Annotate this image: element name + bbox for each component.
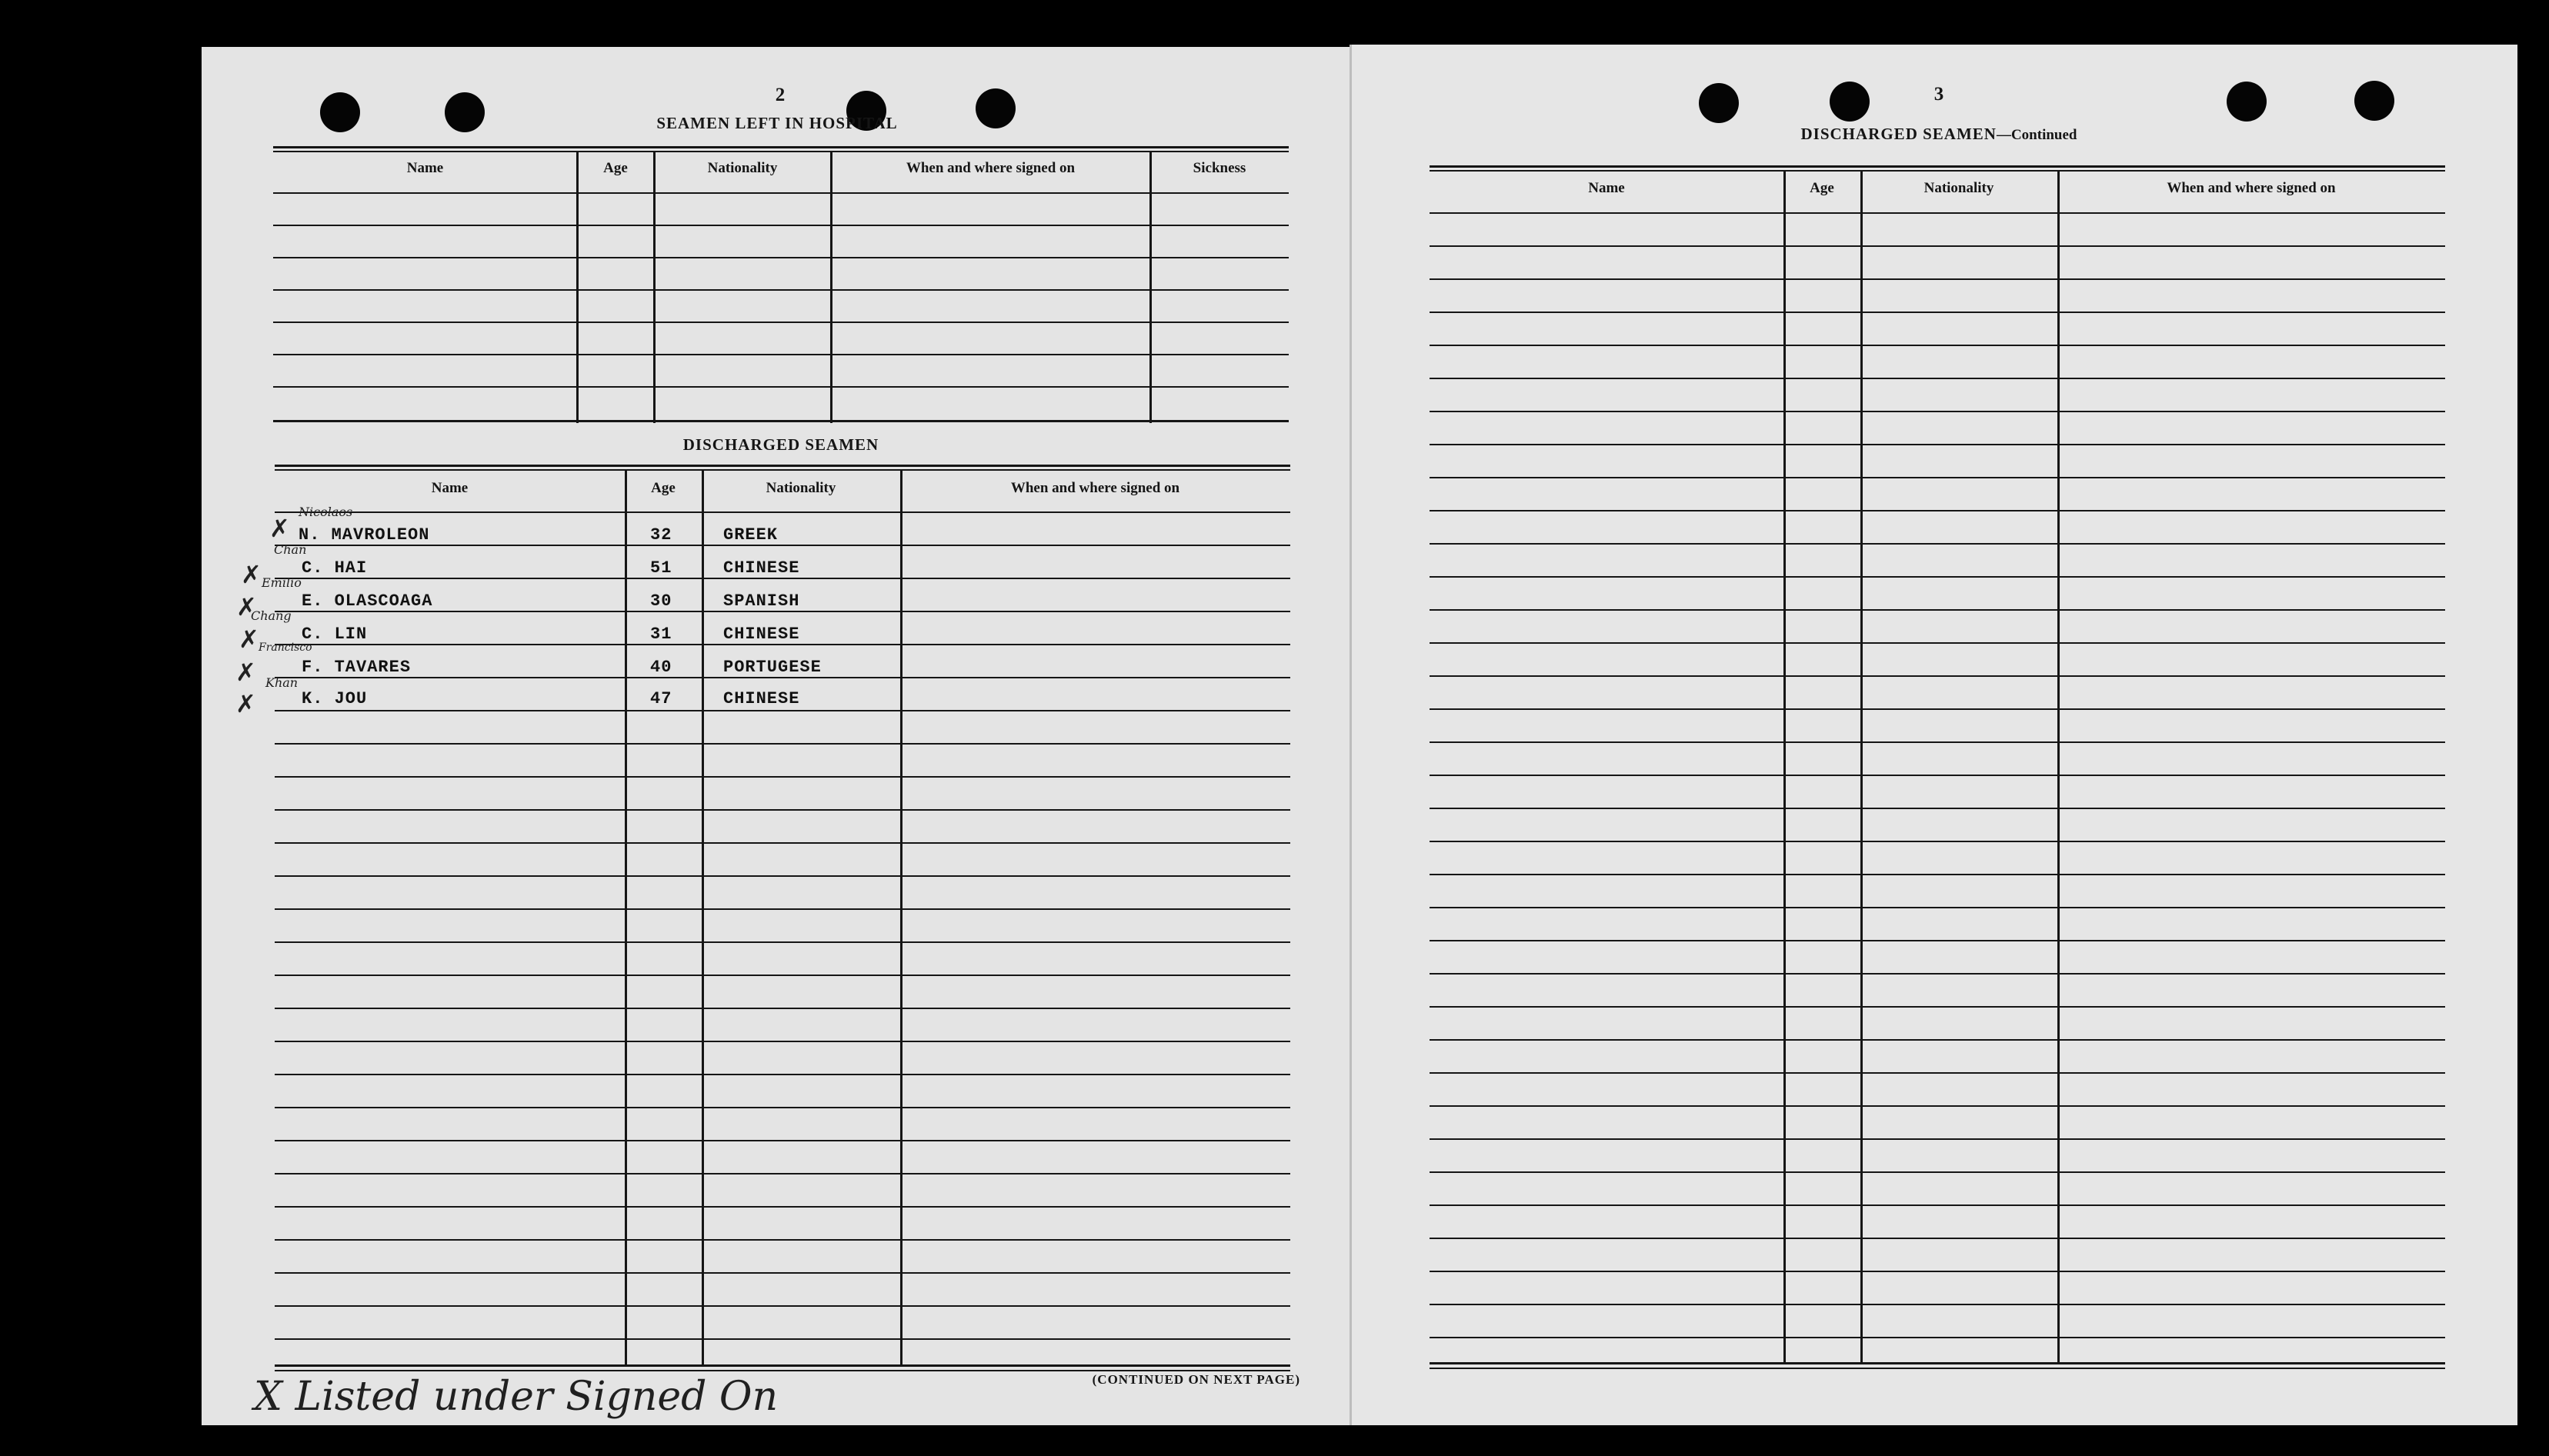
right-page	[1350, 45, 2517, 1425]
table-rule	[1430, 940, 2445, 941]
table-rule	[275, 1008, 1290, 1009]
table-rule	[1430, 312, 2445, 313]
table-rule	[275, 511, 1290, 513]
table-rule	[275, 1173, 1290, 1174]
table-rule	[1430, 708, 2445, 710]
table-rule	[275, 1107, 1290, 1108]
table-rule	[273, 225, 1289, 226]
punch-hole	[2227, 82, 2267, 122]
discharged-col-nationality: Nationality	[766, 480, 836, 496]
handwritten-first-name: Francisco	[259, 641, 312, 654]
table-rule	[1430, 1368, 2445, 1369]
x-mark-icon: ✗	[236, 592, 257, 621]
x-mark-icon: ✗	[269, 514, 290, 543]
continued-col-signed-on: When and where signed on	[2167, 180, 2336, 196]
handwritten-first-name: Nicolaos	[299, 505, 353, 519]
seaman-nationality: CHINESE	[723, 558, 800, 578]
table-rule	[275, 1338, 1290, 1340]
table-rule	[1430, 841, 2445, 842]
table-rule	[275, 908, 1290, 910]
table-rule	[1430, 165, 2445, 168]
table-rule	[273, 322, 1289, 323]
table-rule	[1430, 245, 2445, 247]
table-rule	[273, 420, 1289, 422]
seaman-age: 47	[650, 689, 672, 708]
table-rule	[275, 545, 1290, 546]
table-rule	[273, 386, 1289, 388]
x-mark-icon: ✗	[241, 560, 262, 589]
table-rule	[1430, 444, 2445, 445]
table-rule	[1430, 1337, 2445, 1338]
table-rule	[1430, 1072, 2445, 1074]
seaman-nationality: CHINESE	[723, 689, 800, 708]
table-rule	[275, 611, 1290, 612]
table-rule	[275, 875, 1290, 877]
seaman-age: 30	[650, 591, 672, 611]
punch-hole	[320, 92, 360, 132]
discharged-col-name: Name	[431, 480, 469, 496]
seaman-nationality: SPANISH	[723, 591, 800, 611]
table-rule	[1430, 808, 2445, 809]
table-rule	[1430, 345, 2445, 346]
table-rule	[275, 1370, 1290, 1371]
table-rule	[1430, 543, 2445, 545]
seaman-name: N. MAVROLEON	[299, 525, 430, 545]
table-rule	[1430, 212, 2445, 214]
seaman-age: 40	[650, 658, 672, 677]
table-rule	[1430, 642, 2445, 644]
continued-col-nationality: Nationality	[1923, 180, 1994, 196]
table-rule	[275, 578, 1290, 579]
continued-footer: (CONTINUED ON NEXT PAGE)	[1092, 1372, 1300, 1387]
table-rule	[1430, 1304, 2445, 1305]
table-rule	[1430, 609, 2445, 611]
table-rule	[275, 941, 1290, 943]
handwritten-note: X Listed under Signed On	[254, 1374, 779, 1420]
discharged-col-age: Age	[651, 480, 676, 496]
seaman-name: E. OLASCOAGA	[302, 591, 433, 611]
table-rule	[1430, 1039, 2445, 1041]
table-rule	[275, 644, 1290, 645]
punch-hole	[976, 88, 1016, 128]
seaman-age: 51	[650, 558, 672, 578]
handwritten-first-name: Chan	[274, 542, 307, 557]
handwritten-first-name: Chang	[251, 608, 292, 623]
table-rule	[275, 809, 1290, 811]
table-rule	[1430, 907, 2445, 908]
column-divider	[2057, 170, 2060, 1362]
table-rule	[1430, 775, 2445, 776]
table-rule	[275, 1239, 1290, 1241]
table-rule	[275, 710, 1290, 711]
table-rule	[1430, 973, 2445, 975]
table-rule	[275, 1041, 1290, 1042]
seaman-nationality: PORTUGESE	[723, 658, 822, 677]
table-rule	[275, 465, 1290, 467]
table-rule	[275, 469, 1290, 471]
hospital-section-title: SEAMEN LEFT IN HOSPITAL	[656, 114, 898, 132]
table-rule	[273, 354, 1289, 355]
table-rule	[1430, 1171, 2445, 1173]
table-rule	[1430, 1362, 2445, 1364]
table-rule	[1430, 278, 2445, 280]
table-rule	[275, 842, 1290, 844]
table-rule	[275, 975, 1290, 976]
hospital-col-signed-on: When and where signed on	[906, 160, 1076, 176]
seaman-name: C. HAI	[302, 558, 368, 578]
punch-hole	[2354, 81, 2394, 121]
column-divider	[625, 469, 627, 1364]
seaman-name: K. JOU	[302, 689, 368, 708]
table-rule	[273, 151, 1289, 152]
table-rule	[275, 1364, 1290, 1367]
punch-hole	[445, 92, 485, 132]
table-rule	[273, 192, 1289, 194]
table-rule	[275, 776, 1290, 778]
table-rule	[1430, 1204, 2445, 1206]
hospital-col-sickness: Sickness	[1193, 160, 1246, 176]
hospital-col-name: Name	[406, 160, 444, 176]
table-rule	[1430, 411, 2445, 412]
handwritten-first-name: Emilio	[262, 575, 302, 590]
table-rule	[273, 257, 1289, 258]
x-mark-icon: ✗	[235, 689, 256, 718]
table-rule	[1430, 477, 2445, 478]
page-number: 3	[1933, 84, 1944, 105]
table-rule	[1430, 874, 2445, 875]
x-mark-icon: ✗	[235, 658, 256, 687]
seaman-nationality: GREEK	[723, 525, 779, 545]
seaman-name: C. LIN	[302, 625, 368, 644]
continued-col-age: Age	[1810, 180, 1834, 196]
table-rule	[275, 1272, 1290, 1274]
discharged-col-signed-on: When and where signed on	[1010, 480, 1180, 496]
column-divider	[1860, 170, 1863, 1362]
table-rule	[1430, 378, 2445, 379]
hospital-col-nationality: Nationality	[707, 160, 778, 176]
table-rule	[273, 146, 1289, 148]
table-rule	[275, 1140, 1290, 1141]
hospital-col-age: Age	[603, 160, 628, 176]
left-page	[202, 47, 1350, 1425]
handwritten-first-name: Khan	[265, 675, 299, 690]
discharged-section-title: DISCHARGED SEAMEN	[682, 435, 879, 454]
table-rule	[1430, 1238, 2445, 1239]
discharged-continued-title: DISCHARGED SEAMEN—Continued	[1800, 125, 2077, 143]
column-divider	[900, 469, 902, 1364]
table-rule	[1430, 1271, 2445, 1272]
table-rule	[275, 1305, 1290, 1307]
x-mark-icon: ✗	[239, 625, 259, 654]
punch-hole	[1699, 83, 1739, 123]
column-divider	[1783, 170, 1786, 1362]
continued-col-name: Name	[1588, 180, 1625, 196]
table-rule	[1430, 576, 2445, 578]
column-divider	[702, 469, 704, 1364]
table-rule	[275, 677, 1290, 678]
seaman-nationality: CHINESE	[723, 625, 800, 644]
seaman-age: 32	[650, 525, 672, 545]
table-rule	[1430, 1105, 2445, 1107]
table-rule	[1430, 1138, 2445, 1140]
seaman-name: F. TAVARES	[302, 658, 412, 677]
table-rule	[1430, 170, 2445, 172]
table-rule	[1430, 1006, 2445, 1008]
seaman-age: 31	[650, 625, 672, 644]
table-rule	[275, 743, 1290, 745]
table-rule	[275, 1074, 1290, 1075]
punch-hole	[1830, 82, 1870, 122]
table-rule	[273, 289, 1289, 291]
table-rule	[1430, 510, 2445, 511]
table-rule	[275, 1206, 1290, 1208]
table-rule	[1430, 741, 2445, 743]
page-number: 2	[775, 85, 786, 105]
table-rule	[1430, 675, 2445, 677]
